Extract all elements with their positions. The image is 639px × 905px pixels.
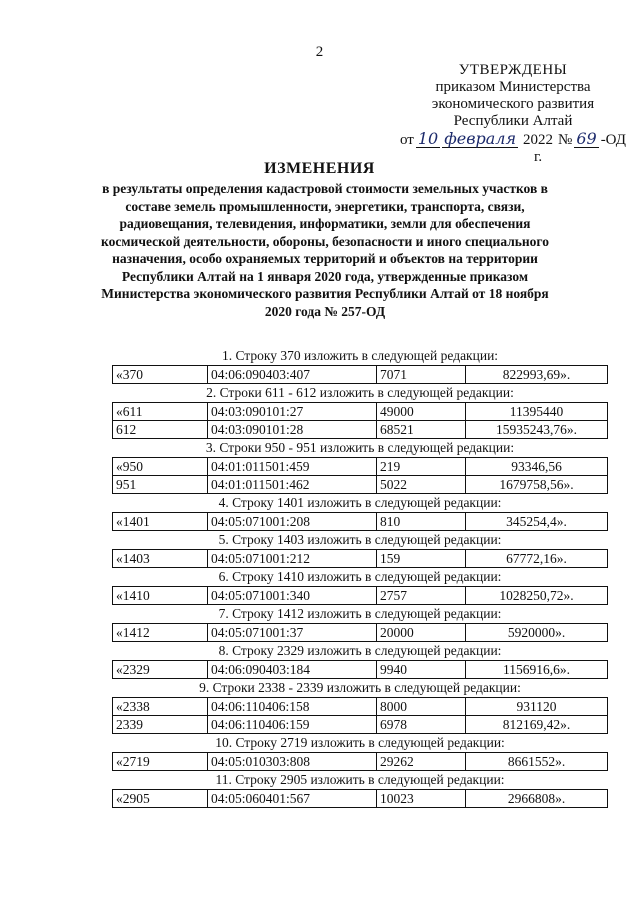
cadastral-number-cell: 04:05:010303:808 [208, 753, 377, 771]
cadastral-number-cell: 04:06:090403:184 [208, 661, 377, 679]
row-number-cell: «950 [113, 458, 208, 476]
cadastral-number-cell: 04:01:011501:462 [208, 476, 377, 494]
area-cell: 68521 [377, 421, 466, 439]
area-cell: 10023 [377, 790, 466, 808]
cadastral-number-cell: 04:05:071001:212 [208, 550, 377, 568]
table-row [113, 661, 608, 679]
change-table [112, 586, 608, 605]
change-table [112, 402, 608, 439]
order-number-handwritten: 69 [576, 129, 597, 148]
change-instruction: 4. Строку 1401 изложить в следующей редакции: [218, 495, 502, 510]
cadastral-number-cell: 04:06:090403:407 [208, 366, 377, 384]
cadastral-value-cell: 93346,56 [466, 458, 608, 476]
approval-line-2: экономического развития [431, 96, 595, 112]
number-sign: № [558, 132, 573, 148]
cadastral-number-cell: 04:05:071001:340 [208, 587, 377, 605]
approval-line-1: приказом Министерства [435, 79, 591, 95]
table-row [113, 624, 608, 642]
change-table [112, 660, 608, 679]
cadastral-value-cell: 812169,42». [466, 716, 608, 734]
row-number-cell: «2719 [113, 753, 208, 771]
area-cell: 6978 [377, 716, 466, 734]
row-number-cell: 951 [113, 476, 208, 494]
area-cell: 159 [377, 550, 466, 568]
area-cell: 8000 [377, 698, 466, 716]
area-cell: 2757 [377, 587, 466, 605]
changes-list [112, 347, 608, 808]
table-row [113, 790, 608, 808]
area-cell: 810 [377, 513, 466, 531]
cadastral-value-cell: 8661552». [466, 753, 608, 771]
table-row [113, 366, 608, 384]
approval-heading: УТВЕРЖДЕНЫ [458, 62, 568, 78]
row-number-cell: «2329 [113, 661, 208, 679]
change-table [112, 789, 608, 808]
cadastral-value-cell: 931120 [466, 698, 608, 716]
date-prefix: от [400, 132, 414, 148]
table-row [113, 716, 608, 734]
date-year: 2022 г. [523, 132, 554, 165]
approval-line-3: Республики Алтай [453, 113, 573, 129]
cadastral-number-cell: 04:06:110406:159 [208, 716, 377, 734]
cadastral-number-cell: 04:06:110406:158 [208, 698, 377, 716]
table-row [113, 421, 608, 439]
row-number-cell: «2905 [113, 790, 208, 808]
row-number-cell: «1410 [113, 587, 208, 605]
change-table [112, 623, 608, 642]
date-day-handwritten: 10 [417, 129, 439, 148]
cadastral-value-cell: 1156916,6». [466, 661, 608, 679]
change-table [112, 549, 608, 568]
table-row [113, 458, 608, 476]
change-instruction: 8. Строку 2329 изложить в следующей редакции: [218, 643, 502, 658]
row-number-cell: 2339 [113, 716, 208, 734]
table-row [113, 753, 608, 771]
cadastral-value-cell: 1028250,72». [466, 587, 608, 605]
approval-block [400, 62, 626, 166]
document-subtitle: в результаты определения кадастровой стоимости земельных участков в составе земель промышленности, энергетики, транспорта, связи, радиовещания, телевидения, информатики, земли для обеспечения космической деятельности, обороны, безопасности и иного специального назначения, особо охраняемых территорий и объектов на территории Республики Алтай на 1 января 2020 года, утвержденные приказом Министерства экономического развития Республики Алтай от 18 ноября 2020 года № 257-ОД [101, 181, 549, 319]
table-row [113, 476, 608, 494]
cadastral-number-cell: 04:01:011501:459 [208, 458, 377, 476]
change-table [112, 697, 608, 734]
row-number-cell: «1412 [113, 624, 208, 642]
cadastral-number-cell: 04:03:090101:28 [208, 421, 377, 439]
cadastral-number-cell: 04:03:090101:27 [208, 403, 377, 421]
change-instruction: 9. Строки 2338 - 2339 изложить в следующей редакции: [199, 680, 521, 695]
change-instruction: 6. Строку 1410 изложить в следующей редакции: [218, 569, 502, 584]
area-cell: 5022 [377, 476, 466, 494]
row-number-cell: «1403 [113, 550, 208, 568]
cadastral-number-cell: 04:05:071001:208 [208, 513, 377, 531]
change-instruction: 1. Строку 370 изложить в следующей редакции: [221, 348, 499, 363]
area-cell: 20000 [377, 624, 466, 642]
change-table [112, 457, 608, 494]
cadastral-value-cell: 822993,69». [466, 366, 608, 384]
change-instruction: 7. Строку 1412 изложить в следующей редакции: [218, 606, 502, 621]
table-row [113, 587, 608, 605]
document-title: ИЗМЕНЕНИЯ [264, 160, 375, 177]
area-cell: 29262 [377, 753, 466, 771]
table-row [113, 513, 608, 531]
row-number-cell: «1401 [113, 513, 208, 531]
change-instruction: 11. Строку 2905 изложить в следующей редакции: [215, 772, 505, 787]
cadastral-number-cell: 04:05:060401:567 [208, 790, 377, 808]
change-instruction: 2. Строки 611 - 612 изложить в следующей редакции: [206, 385, 514, 400]
table-row [113, 550, 608, 568]
row-number-cell: «370 [113, 366, 208, 384]
table-row [113, 403, 608, 421]
area-cell: 9940 [377, 661, 466, 679]
cadastral-value-cell: 11395440 [466, 403, 608, 421]
cadastral-value-cell: 1679758,56». [466, 476, 608, 494]
change-instruction: 5. Строку 1403 изложить в следующей редакции: [218, 532, 502, 547]
order-suffix: -ОД [600, 132, 626, 148]
area-cell: 219 [377, 458, 466, 476]
cadastral-value-cell: 2966808». [466, 790, 608, 808]
area-cell: 7071 [377, 366, 466, 384]
area-cell: 49000 [377, 403, 466, 421]
change-instruction: 10. Строку 2719 изложить в следующей редакции: [215, 735, 505, 750]
change-instruction: 3. Строки 950 - 951 изложить в следующей редакции: [205, 440, 515, 455]
row-number-cell: «611 [113, 403, 208, 421]
cadastral-value-cell: 345254,4». [466, 513, 608, 531]
row-number-cell: «2338 [113, 698, 208, 716]
cadastral-value-cell: 15935243,76». [466, 421, 608, 439]
page-number: 2 [315, 44, 324, 60]
cadastral-value-cell: 67772,16». [466, 550, 608, 568]
cadastral-number-cell: 04:05:071001:37 [208, 624, 377, 642]
change-table [112, 365, 608, 384]
table-row [113, 698, 608, 716]
date-month-handwritten: февраля [444, 129, 517, 148]
change-table [112, 752, 608, 771]
row-number-cell: 612 [113, 421, 208, 439]
change-table [112, 512, 608, 531]
cadastral-value-cell: 5920000». [466, 624, 608, 642]
